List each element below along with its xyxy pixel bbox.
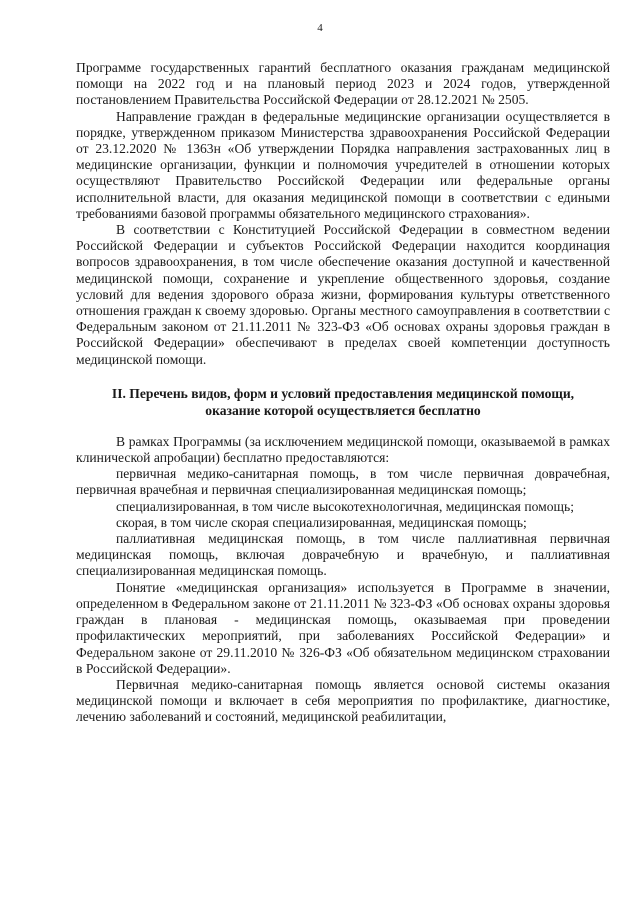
page-number: 4 bbox=[317, 22, 323, 34]
paragraph-primary-care-basis: Первичная медико-санитарная помощь является основой системы оказания медицинской помощи и включает в себя мероприятия по профилактике, диагностике, лечению заболеваний и состояний, медицинской реабилитации, bbox=[76, 676, 610, 725]
paragraph-referral: Направление граждан в федеральные медицинские организации осуществляется в порядке, утвержденном приказом Министерства здравоохранения Российской Федерации от 23.12.2020 № 1363н «Об утверждении Порядка направления застрахованных лиц в медицинские организации, функции и полномочия учредителей в отношении которых осуществляют Правительство Российской Федерации или федеральные органы исполнительной власти, для оказания медицинской помощи в соответствии с едиными требованиями базовой программы обязательного медицинского страхования». bbox=[76, 108, 610, 221]
section-heading: II. Перечень видов, форм и условий предоставления медицинской помощи, оказание которой осуществляется бесплатно bbox=[111, 385, 575, 418]
paragraph-medical-organization: Понятие «медицинская организация» используется в Программе в значении, определенном в Федеральном законе от 21.11.2011 № 323-ФЗ «Об основах охраны здоровья граждан в плановая - медицинская помощь, оказываемая при проведении профилактических мероприятий, при заболеваниях Российской Федерации» и Федеральном законе от 29.11.2010 № 326-ФЗ «Об обязательном медицинском страховании в Российской Федерации». bbox=[76, 579, 610, 676]
document-body bbox=[76, 60, 610, 726]
paragraph-constitution: В соответствии с Конституцией Российской Федерации в совместном ведении Российской Федерации и субъектов Российской Федерации находится координация вопросов здравоохранения, в том числе обеспечение оказания доступной и качественной медицинской помощи, сохранение и укрепление общественного здоровья, создание условий для ведения здорового образа жизни, формирования культуры ответственного отношения граждан к своему здоровью. Органы местного самоуправления в соответствии с Федеральным законом от 21.11.2011 № 323-ФЗ «Об основах охраны здоровья граждан в Российской Федерации» обеспечивают в пределах своей компетенции доступность медицинской помощи. bbox=[76, 222, 610, 367]
list-item-specialized-care: специализированная, в том числе высокотехнологичная, медицинская помощь; bbox=[116, 498, 574, 514]
paragraph-continuation: Программе государственных гарантий бесплатного оказания гражданам медицинской помощи на 2022 год и на плановый период 2023 и 2024 годов, утвержденной постановлением Правительства Российской Федерации от 28.12.2021 № 2505. bbox=[76, 60, 610, 108]
list-item-emergency-care: скорая, в том числе скорая специализированная, медицинская помощь; bbox=[116, 514, 527, 530]
paragraph-program-scope: В рамках Программы (за исключением медицинской помощи, оказываемой в рамках клинической апробации) бесплатно предоставляются: bbox=[76, 433, 610, 466]
list-item-primary-care: первичная медико-санитарная помощь, в том числе первичная доврачебная, первичная врачебная и первичная специализированная медицинская помощь; bbox=[76, 466, 610, 498]
list-item-palliative-care: паллиативная медицинская помощь, в том числе паллиативная первичная медицинская помощь, включая доврачебную и врачебную, и паллиативная специализированная медицинская помощь. bbox=[76, 531, 610, 579]
